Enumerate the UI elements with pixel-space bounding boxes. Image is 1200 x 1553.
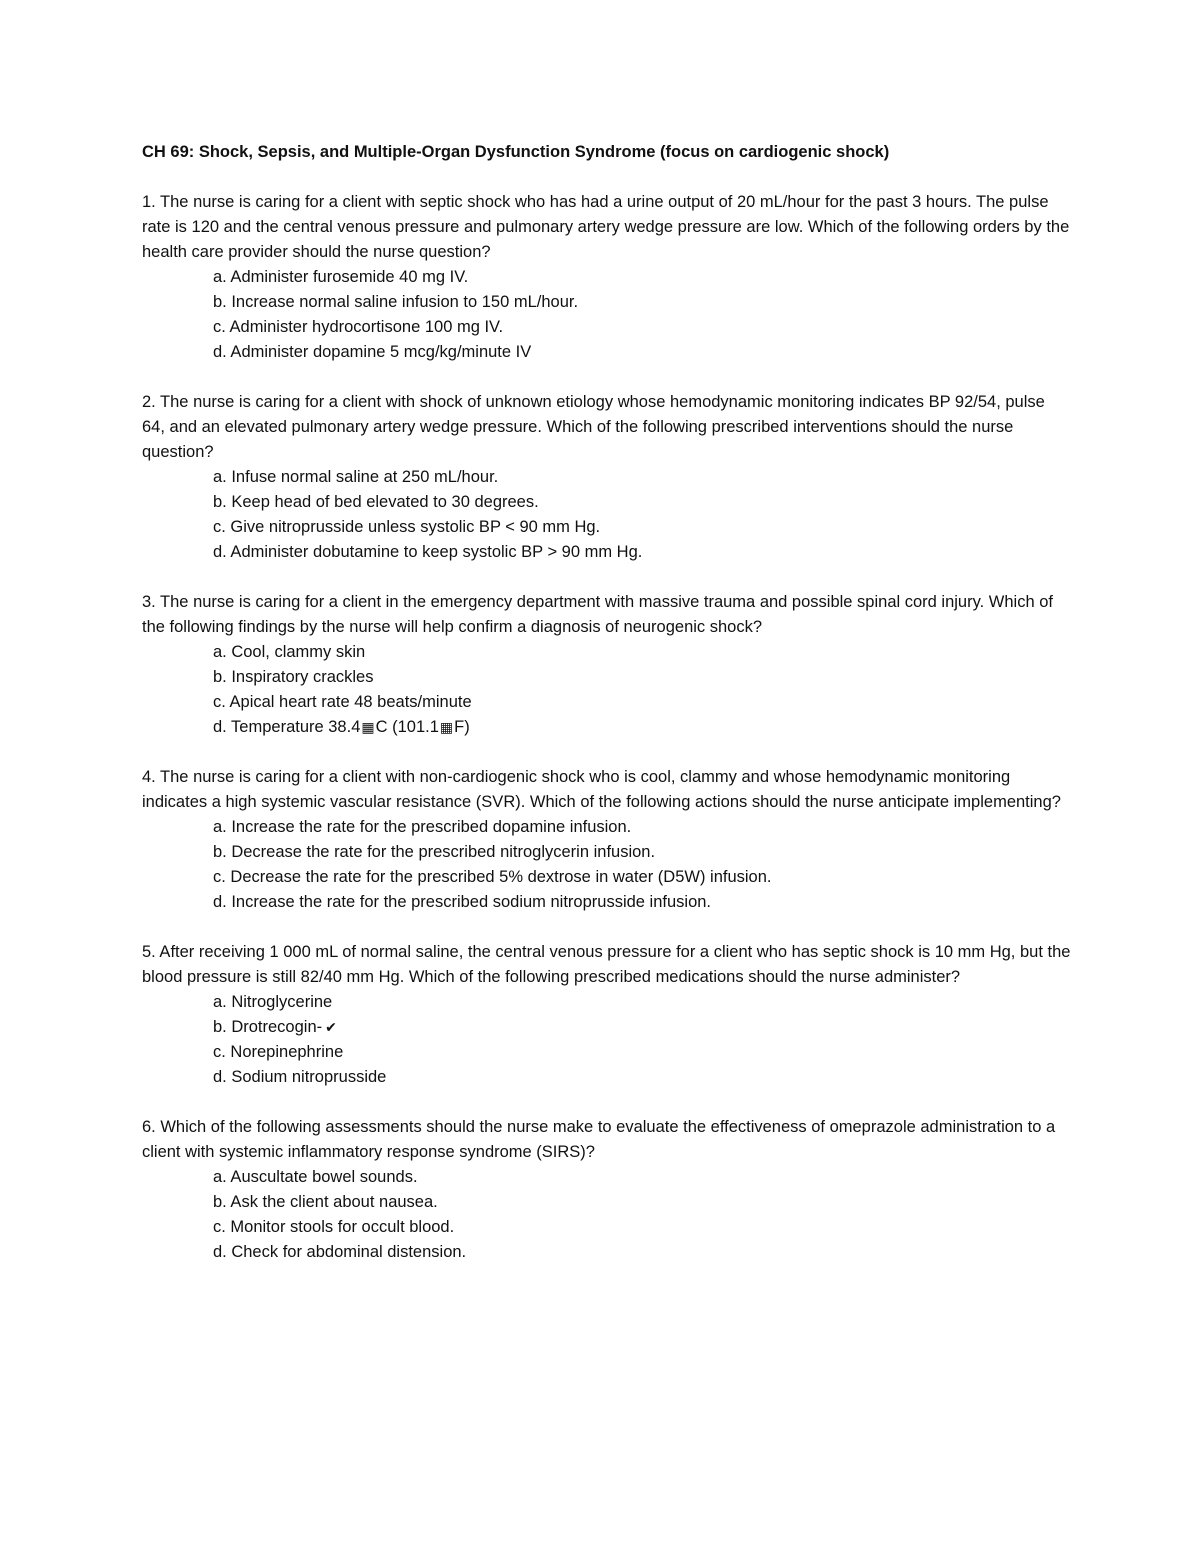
answer-option-b: b. Ask the client about nausea. [213, 1193, 438, 1211]
question-4 [142, 765, 1072, 915]
answer-option-a: a. Increase the rate for the prescribed dopamine infusion. [213, 818, 632, 836]
answer-option-c: c. Give nitroprusside unless systolic BP < 90 mm Hg. [213, 518, 601, 536]
answer-option-b: b. Decrease the rate for the prescribed nitroglycerin infusion. [213, 843, 656, 861]
answer-option-d: d. Increase the rate for the prescribed sodium nitroprusside infusion. [213, 893, 712, 911]
answer-option-b: b. Increase normal saline infusion to 150 mL/hour. [213, 293, 579, 311]
answer-options [142, 640, 1072, 740]
option-text-middle: C (101.1 [375, 718, 439, 736]
answer-option-b: b. Inspiratory crackles [213, 668, 374, 686]
question-stem: 4. The nurse is caring for a client with non-cardiogenic shock who is cool, clammy and whose hemodynamic monitoring indicates a high systemic vascular resistance (SVR). Which of the following actions should the nurse anticipate implementing? [142, 768, 1061, 811]
answer-option-c: c. Norepinephrine [213, 1043, 344, 1061]
answer-option-d [213, 715, 1072, 740]
answer-option-d: d. Check for abdominal distension. [213, 1243, 467, 1261]
document-page [142, 140, 1072, 1290]
answer-option-c: c. Decrease the rate for the prescribed 5% dextrose in water (D5W) infusion. [213, 868, 772, 886]
option-text: b. Drotrecogin- [213, 1018, 323, 1036]
answer-option-a: a. Auscultate bowel sounds. [213, 1168, 418, 1186]
question-3 [142, 590, 1072, 740]
question-stem: 1. The nurse is caring for a client with septic shock who has had a urine output of 20 mL/hour for the past 3 hours. The pulse rate is 120 and the central venous pressure and pulmonary artery wedge pressure are low. Which of the following orders by the health care provider should the nurse question? [142, 193, 1070, 261]
document-title: CH 69: Shock, Sepsis, and Multiple-Organ Dysfunction Syndrome (focus on cardiogenic shock) [142, 143, 890, 161]
missing-degree-glyph-icon: ▦ [439, 719, 454, 735]
answer-options [142, 465, 1072, 565]
question-2 [142, 390, 1072, 565]
question-stem: 3. The nurse is caring for a client in the emergency department with massive trauma and possible spinal cord injury. Which of the following findings by the nurse will help confirm a diagnosis of neurogenic shock? [142, 593, 1053, 636]
option-text-prefix: d. Temperature 38.4 [213, 718, 361, 736]
question-6 [142, 1115, 1072, 1265]
answer-option-c: c. Administer hydrocortisone 100 mg IV. [213, 318, 504, 336]
missing-degree-glyph-icon: ▦ [361, 719, 375, 735]
answer-option-a: a. Infuse normal saline at 250 mL/hour. [213, 468, 499, 486]
answer-option-d: d. Administer dopamine 5 mcg/kg/minute IV [213, 343, 532, 361]
option-text-suffix: F) [454, 718, 470, 736]
answer-option-b [213, 1015, 1072, 1040]
answer-option-c: c. Monitor stools for occult blood. [213, 1218, 455, 1236]
answer-options [142, 815, 1072, 915]
question-5 [142, 940, 1072, 1090]
answer-option-a: a. Administer furosemide 40 mg IV. [213, 268, 469, 286]
answer-option-b: b. Keep head of bed elevated to 30 degrees. [213, 493, 539, 511]
answer-option-a: a. Cool, clammy skin [213, 643, 366, 661]
question-stem: 6. Which of the following assessments should the nurse make to evaluate the effectiveness of omeprazole administration to a client with systemic inflammatory response syndrome (SIRS)? [142, 1118, 1056, 1161]
checkmark-icon: ✔ [325, 1019, 337, 1035]
answer-option-c: c. Apical heart rate 48 beats/minute [213, 693, 472, 711]
answer-option-a: a. Nitroglycerine [213, 993, 333, 1011]
answer-option-d: d. Sodium nitroprusside [213, 1068, 387, 1086]
question-stem: 2. The nurse is caring for a client with shock of unknown etiology whose hemodynamic monitoring indicates BP 92/54, pulse 64, and an elevated pulmonary artery wedge pressure. Which of the following prescribed interventions should the nurse question? [142, 393, 1045, 461]
question-1 [142, 190, 1072, 365]
question-stem: 5. After receiving 1 000 mL of normal saline, the central venous pressure for a client who has septic shock is 10 mm Hg, but the blood pressure is still 82/40 mm Hg. Which of the following prescribed medications should the nurse administer? [142, 943, 1071, 986]
answer-option-d: d. Administer dobutamine to keep systolic BP > 90 mm Hg. [213, 543, 643, 561]
answer-options [142, 990, 1072, 1090]
answer-options [142, 265, 1072, 365]
answer-options [142, 1165, 1072, 1265]
